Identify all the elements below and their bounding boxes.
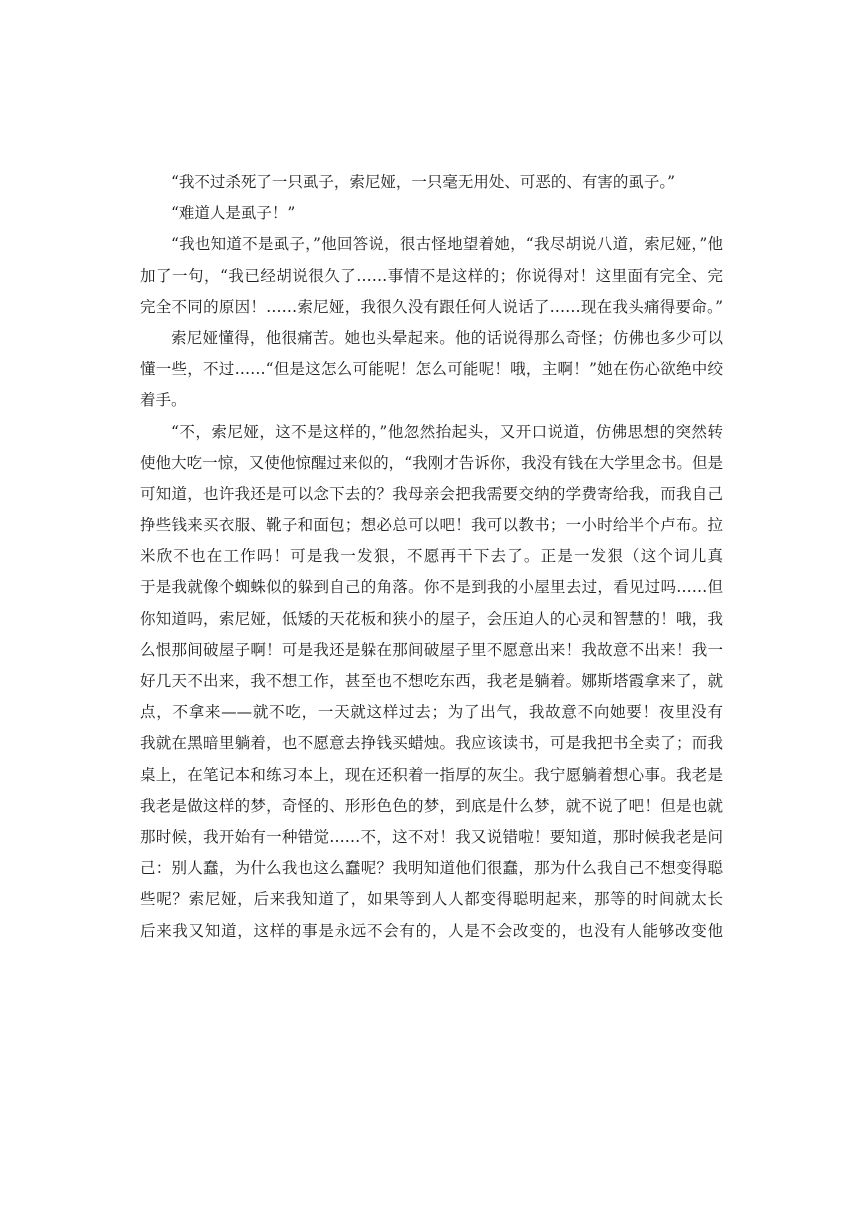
text-line: 那时候，我开始有一种错觉……不，这不对！我又说错啦！要知道，那时候我老是问 — [140, 827, 723, 846]
text-line: 懂一些，不过……“但是这怎么可能呢！怎么可能呢！哦，主啊！”她在伤心欲绝中绞 — [140, 360, 723, 379]
text-line: 完全不同的原因！……索尼娅，我很久没有跟任何人说话了……现在我头痛得要命。” — [140, 297, 723, 316]
text-line: 么恨那间破屋子啊！可是我还是躲在那间破屋子里不愿意出来！我故意不出来！我一 — [140, 640, 723, 659]
text-line: 米欣不也在工作吗！可是我一发狠，不愿再干下去了。正是一发狠（这个词儿真 — [140, 547, 723, 566]
text-line: 你知道吗，索尼娅，低矮的天花板和狭小的屋子，会压迫人的心灵和智慧的！哦，我 — [140, 609, 723, 628]
text-line: 桌上，在笔记本和练习本上，现在还积着一指厚的灰尘。我宁愿躺着想心事。我老是 — [140, 765, 723, 784]
text-line: 着手。 — [140, 391, 187, 410]
text-line: 好几天不出来，我不想工作，甚至也不想吃东西，我老是躺着。娜斯塔霞拿来了，就 — [140, 672, 723, 690]
text-line: 点，不拿来——就不吃，一天就这样过去；为了出气，我故意不向她要！夜里没有 — [140, 703, 723, 722]
text-line: 后来我又知道，这样的事是永远不会有的，人是不会改变的，也没有人能够改变他 — [140, 921, 723, 940]
text-line: 加了一句，“我已经胡说很久了……事情不是这样的；你说得对！这里面有完全、完 — [140, 266, 723, 285]
text-line: 索尼娅懂得，他很痛苦。她也头晕起来。他的话说得那么奇怪；仿佛也多少可以 — [171, 328, 723, 347]
text-line: 挣些钱来买衣服、靴子和面包；想必总可以吧！我可以教书；一小时给半个卢布。拉 — [140, 516, 723, 535]
text-line: “我不过杀死了一只虱子，索尼娅，一只毫无用处、可恶的、有害的虱子。” — [171, 173, 676, 191]
text-line: 可知道，也许我还是可以念下去的？我母亲会把我需要交纳的学费寄给我，而我自己 — [140, 484, 723, 503]
text-line: 己：别人蠢，为什么我也这么蠢呢？我明知道他们很蠢，那为什么我自己不想变得聪 — [140, 859, 723, 878]
text-line: 于是我就像个蜘蛛似的躲到自己的角落。你不是到我的小屋里去过，看见过吗……但 — [140, 578, 723, 597]
text-line: 使他大吃一惊，又使他惊醒过来似的，“我刚才告诉你，我没有钱在大学里念书。但是 — [140, 453, 723, 472]
text-line: 我老是做这样的梦，奇怪的、形形色色的梦，到底是什么梦，就不说了吧！但是也就 — [140, 796, 723, 815]
text-line: 些呢？索尼娅，后来我知道了，如果等到人人都变得聪明起来，那等的时间就太长 — [140, 890, 723, 909]
text-line: “我也知道不是虱子，”他回答说，很古怪地望着她，“我尽胡说八道，索尼娅，”他 — [171, 235, 723, 254]
text-body — [140, 167, 723, 947]
text-line: “难道人是虱子！” — [171, 204, 296, 223]
text-line: 我就在黑暗里躺着，也不愿意去挣钱买蜡烛。我应该读书，可是我把书全卖了；而我 — [140, 734, 723, 753]
text-line: “不，索尼娅，这不是这样的，”他忽然抬起头，又开口说道，仿佛思想的突然转 — [171, 422, 723, 441]
